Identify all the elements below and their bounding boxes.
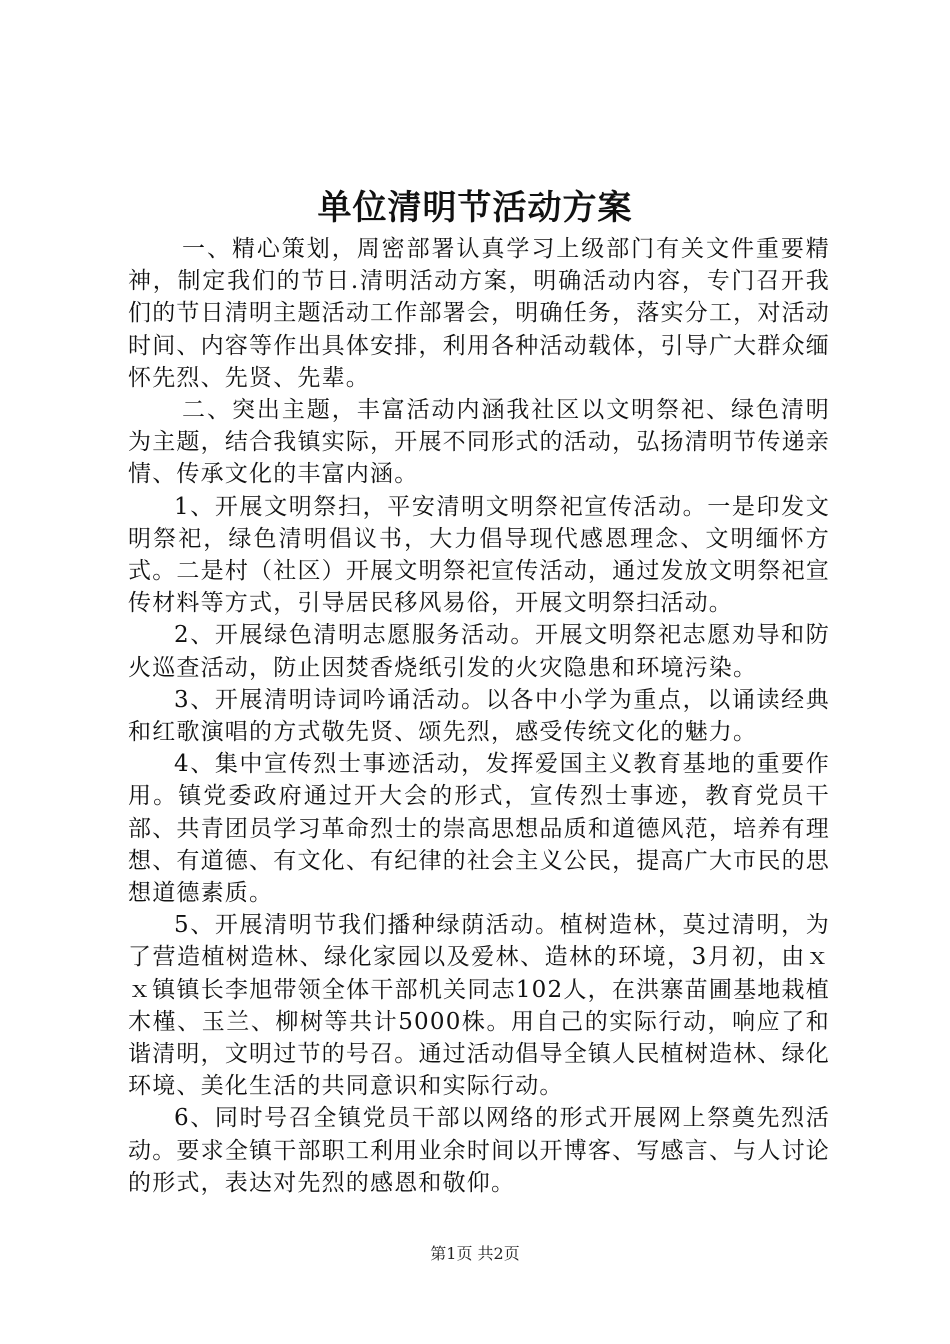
paragraph-5: 3、开展清明诗词吟诵活动。以各中小学为重点，以诵读经典和红歌演唱的方式敬先贤、颂先烈，感受传统文化的魅力。 (128, 686, 830, 746)
paragraph-4: 2、开展绿色清明志愿服务活动。开展文明祭祀志愿劝导和防火巡查活动，防止因焚香烧纸引发的火灾隐患和环境污染。 (128, 622, 830, 681)
paragraph-2: 二、突出主题，丰富活动内涵我社区以文明祭祀、绿色清明为主题，结合我镇实际，开展不同形式的活动，弘扬清明节传递亲情、传承文化的丰富内涵。 (128, 397, 830, 488)
paragraph-3: 1、开展文明祭扫，平安清明文明祭祀宣传活动。一是印发文明祭祀，绿色清明倡议书，大力倡导现代感恩理念、文明缅怀方式。二是村（社区）开展文明祭祀宣传活动，通过发放文明祭祀宣传材料等方式，引导居民移风易俗，开展文明祭扫活动。 (128, 493, 830, 617)
page-number-footer: 第1页 共2页 (430, 1244, 520, 1263)
paragraph-7: 5、开展清明节我们播种绿荫活动。植树造林，莫过清明，为了营造植树造林、绿化家园以及爱林、造林的环境，3月初，由ｘｘ镇镇长李旭带领全体干部机关同志102人，在洪寨苗圃基地栽植木槿、玉兰、柳树等共计5000株。用自己的实际行动，响应了和谐清明，文明过节的号召。通过活动倡导全镇人民植树造林、绿化环境、美化生活的共同意识和实际行动。 (128, 912, 830, 1100)
paragraph-8: 6、同时号召全镇党员干部以网络的形式开展网上祭奠先烈活动。要求全镇干部职工利用业余时间以开博客、写感言、与人讨论的形式，表达对先烈的感恩和敬仰。 (128, 1105, 830, 1196)
document-title: 单位清明节活动方案 (317, 188, 633, 228)
paragraph-6: 4、集中宣传烈士事迹活动，发挥爱国主义教育基地的重要作用。镇党委政府通过开大会的形式，宣传烈士事迹，教育党员干部、共青团员学习革命烈士的崇高思想品质和道德风范，培养有理想、有道德、有文化、有纪律的社会主义公民，提高广大市民的思想道德素质。 (128, 751, 830, 907)
paragraph-1: 一、精心策划，周密部署认真学习上级部门有关文件重要精神，制定我们的节日.清明活动方案，明确活动内容，专门召开我们的节日清明主题活动工作部署会，明确任务，落实分工，对活动时间、内容等作出具体安排，利用各种活动载体，引导广大群众缅怀先烈、先贤、先辈。 (128, 236, 830, 391)
document-body (128, 233, 830, 1199)
